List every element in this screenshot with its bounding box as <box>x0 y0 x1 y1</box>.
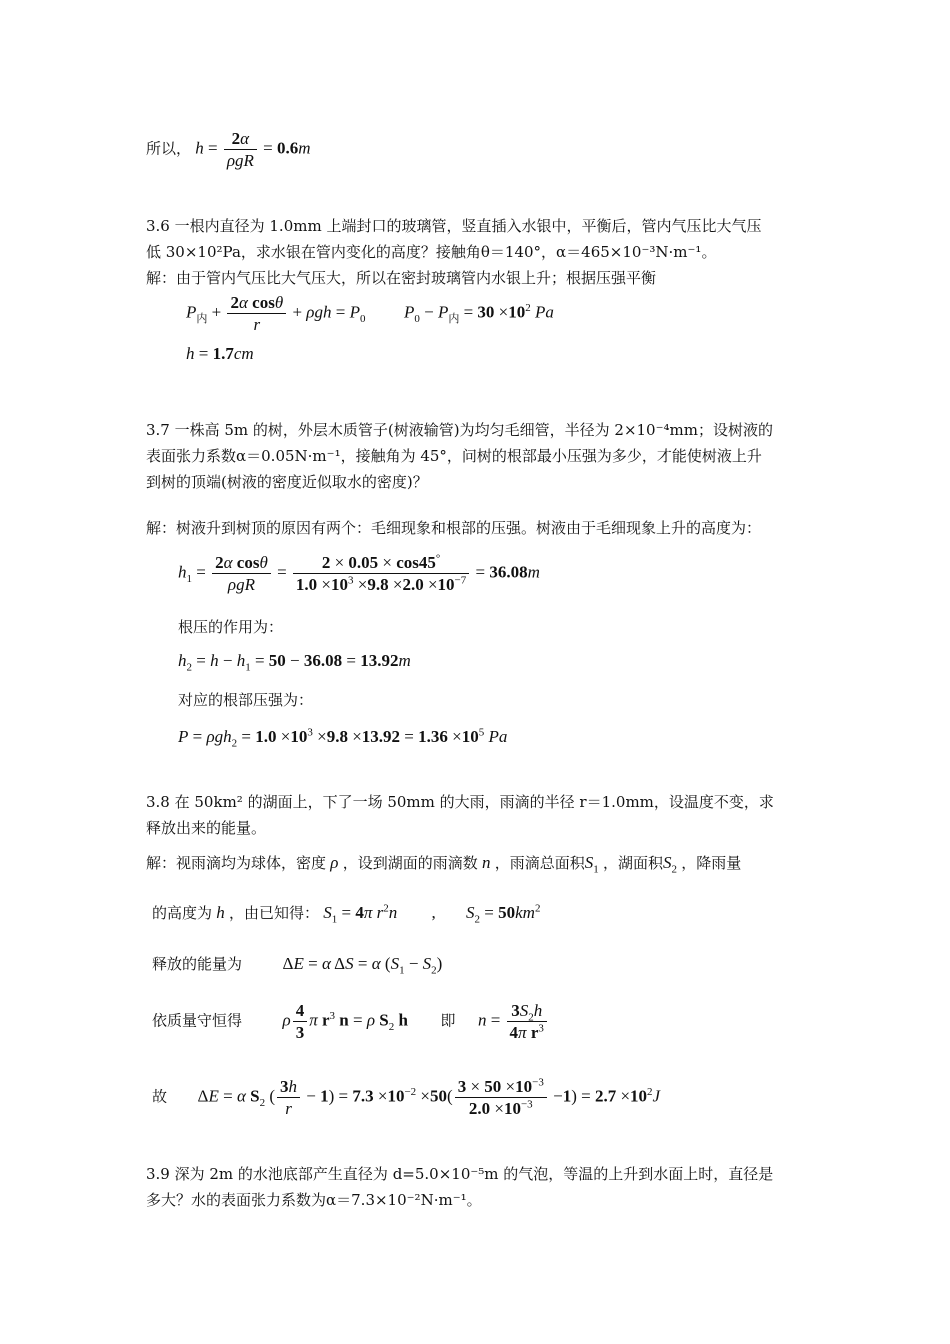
q36-line2: 低 30×10²Pa，求水银在管内变化的高度？接触角θ＝140°，α＝465×10⁻³N·m⁻¹。 <box>146 243 717 261</box>
q38-line1: 3.8 在 50km² 的湖面上，下了一场 50mm 的大雨，雨滴的半径 r＝1.0mm，设温度不变，求 <box>146 793 774 811</box>
root-label: 根压的作用为： <box>178 618 284 636</box>
sol-b: ，设到湖面的雨滴数 <box>342 854 478 872</box>
q39-line1: 3.9 深为 2m 的水池底部产生直径为 d=5.0×10⁻⁵m 的气泡，等温的上升到水面上时，直径是 <box>146 1165 774 1183</box>
energy-label: 释放的能量为 <box>152 955 243 973</box>
q38-line2: 释放出来的能量。 <box>146 819 267 837</box>
eq-37-h1: $h_1$ = $\frac{\text{2α cosθ}}{\text{ρgR}}$ = $\frac{2 \times 0.05 \times \cos 45^\circ}{1.0 \times 10^3 \times 9.8 \times 2.0 \times 10^{-7}}$ = 36.08m <box>178 552 540 594</box>
eq-37-h2: $h_2 = h - h_1 = 50 - 36.08 = 13.92m$ <box>178 651 411 674</box>
ji-label: 即 <box>440 1011 456 1030</box>
q39-line2: 多大？水的表面张力系数为α＝7.3×10⁻²N·m⁻¹。 <box>146 1191 482 1209</box>
sol-a: 解：视雨滴均为球体，密度 <box>146 854 327 872</box>
q38-mass: 依质量守恒得 ρ $\frac{4}{3}$ π $r^3$ n = ρ $S_2$ h 即 n = $\frac{3S_2h}{4\pi r^3}$ <box>152 1000 549 1043</box>
q36-solution: 解：由于管内气压比大气压大，所以在密封玻璃管内水银上升；根据压强平衡 <box>146 269 657 287</box>
mass-label: 依质量守恒得 <box>152 1011 243 1030</box>
height-b: ，由已知得： <box>229 904 320 922</box>
sol-c: ，雨滴总面积 <box>494 854 585 872</box>
sol-e: ，降雨量 <box>681 854 742 872</box>
eq-36-h: h = 1.7cm <box>186 344 254 363</box>
q38-height: 的高度为 h ，由已知得： $S_1 = 4\pi$ $r^2n$ , $S_2 = 50km^2$ <box>152 902 541 926</box>
pressure-label: 对应的根部压强为： <box>178 691 314 709</box>
q37-solution: 解：树液升到树顶的原因有两个：毛细现象和根部的压强。树液由于毛细现象上升的高度为： <box>146 519 762 537</box>
sol-d: ，湖面积 <box>602 854 663 872</box>
q37-line1: 3.7 一株高 5m 的树，外层木质管子(树液输管)为均匀毛细管，半径为 2×10⁻⁴mm；设树液的 <box>146 421 773 439</box>
so-label: 所以， <box>146 139 192 158</box>
q36-line1: 3.6 一根内直径为 1.0mm 上端封口的玻璃管，竖直插入水银中，平衡后，管内气压比大气压 <box>146 217 762 235</box>
gu-label: 故 <box>152 1087 168 1106</box>
eq-37-p: $P = \rho gh_2 = 1.0 \times 10^3 \times 9.8 \times 13.92 = 1.36 \times 10^5$ Pa <box>178 726 508 750</box>
q37-line3: 到树的顶端(树液的密度近似取水的密度)？ <box>146 473 428 491</box>
q38-result: 故 ΔE = α $S_2$ ( $\frac{3h}{r}$ − $1) = 7.3 \times 10^{-2} \times 50$( $\frac{3 \times 50 \times 10^{-3}}{2.0 \times 10^{-3}}$ $-1) = 2.7 \times 10^2J$ <box>152 1076 661 1118</box>
height-a: 的高度为 <box>152 904 213 922</box>
q38-energy: 释放的能量为 ΔE = α ΔS = α $(S_1 - S_2)$ <box>152 954 443 977</box>
q37-line2: 表面张力系数α＝0.05N·m⁻¹，接触角为 45°，问树的根部最小压强为多少，才能使树液上升 <box>146 447 762 465</box>
eq-h-result: 所以， h = $\frac{2\alpha}{\text{ρgR}}$ = 0.6m <box>146 129 311 170</box>
q38-solution: 解：视雨滴均为球体，密度 ρ ，设到湖面的雨滴数 n ，雨滴总面积$S_1$ ，湖面积$S_2$ ，降雨量 <box>146 853 742 876</box>
eq-36-balance: $P_内$ + $\frac{\text{2α cosθ}}{r}$ + $\rho gh = P_0$ $P_0 - P_内 = 30 \times 10^2$ Pa <box>186 293 554 334</box>
